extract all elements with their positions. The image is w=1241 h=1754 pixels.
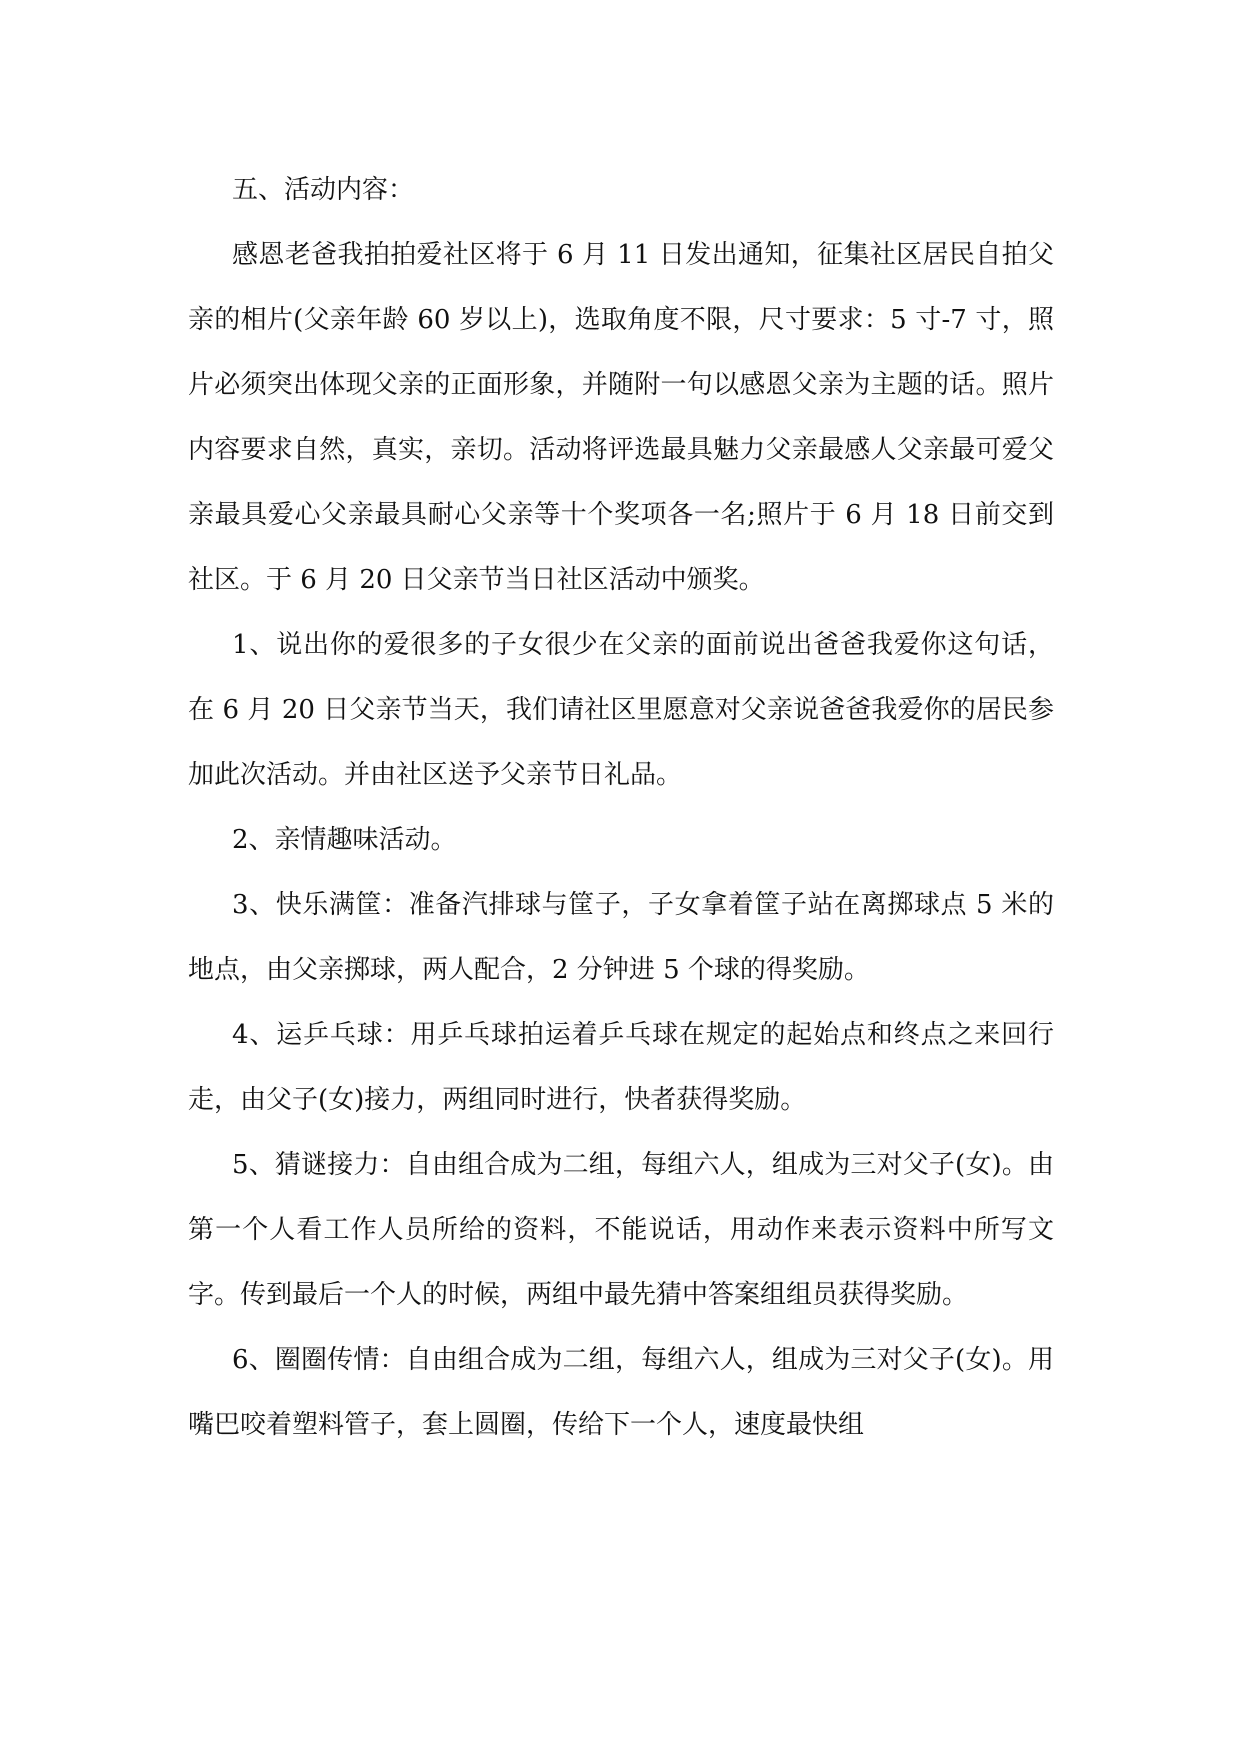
paragraph-item-5: 5、猜谜接力：自由组合成为二组，每组六人，组成为三对父子(女)。由第一个人看工作人员所给的资料，不能说话，用动作来表示资料中所写文字。传到最后一个人的时候，两组中最先猜中答案组组员获得奖励。 [188, 1150, 1054, 1310]
section-heading: 五、活动内容： [232, 175, 415, 205]
paragraph-item-4: 4、运乒乓球：用乒乓球拍运着乒乓球在规定的起始点和终点之来回行走，由父子(女)接力，两组同时进行，快者获得奖励。 [188, 1020, 1054, 1115]
paragraph-item-3: 3、快乐满筐：准备汽排球与筐子，子女拿着筐子站在离掷球点 5 米的地点，由父亲掷球，两人配合，2 分钟进 5 个球的得奖励。 [188, 890, 1054, 985]
paragraph-item-1: 1、说出你的爱很多的子女很少在父亲的面前说出爸爸我爱你这句话，在 6 月 20 日父亲节当天，我们请社区里愿意对父亲说爸爸我爱你的居民参加此次活动。并由社区送予父亲节日礼品。 [188, 630, 1054, 790]
paragraph-item-6: 6、圈圈传情：自由组合成为二组，每组六人，组成为三对父子(女)。用嘴巴咬着塑料管子，套上圆圈，传给下一个人，速度最快组 [188, 1345, 1054, 1440]
paragraph-item-2: 2、亲情趣味活动。 [232, 825, 457, 855]
document-body [188, 158, 1054, 1458]
paragraph-intro: 感恩老爸我拍拍爱社区将于 6 月 11 日发出通知，征集社区居民自拍父亲的相片(父亲年龄 60 岁以上)，选取角度不限，尺寸要求：5 寸-7 寸，照片必须突出体现父亲的正面形象，并随附一句以感恩父亲为主题的话。照片内容要求自然，真实，亲切。活动将评选最具魅力父亲最感人父亲最可爱父亲最具爱心父亲最具耐心父亲等十个奖项各一名;照片于 6 月 18 日前交到社区。于 6 月 20 日父亲节当日社区活动中颁奖。 [188, 240, 1054, 595]
